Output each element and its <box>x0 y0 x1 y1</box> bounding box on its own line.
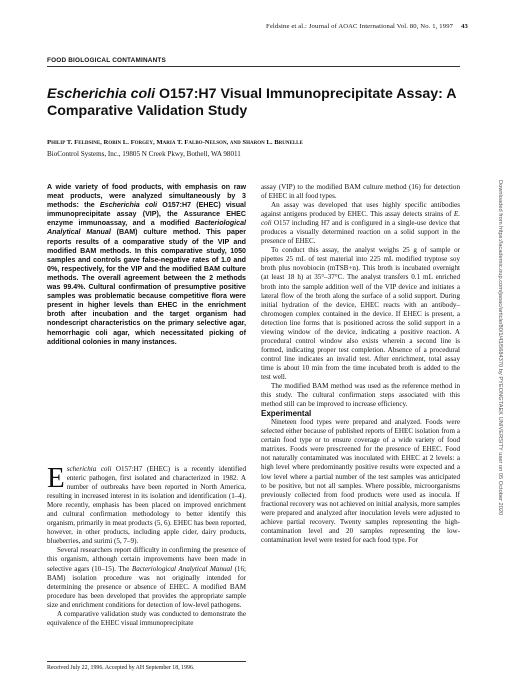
section-heading-experimental: Experimental <box>261 409 312 419</box>
rc-p2-text-b: O157 including H7 and is configured in a single-use device that produces a visually determined reaction on a solid support in the presence of EHEC. <box>261 219 460 246</box>
footnote: Received July 22, 1996. Accepted by AH September 18, 1996. <box>47 665 195 671</box>
intro-italic: scherichia coli <box>66 465 112 473</box>
abstract-text-b: O157:H7 (EHEC) visual immunoprecipitate assay (VIP), the Assurance EHEC enzyme immunoassay, and a modified <box>47 201 246 228</box>
download-notice[interactable]: Downloaded from https://academic.oup.com/jaoac/article/80/1/43/5684370 by PYEONGTAEK UNIVERSITY user on 05 October 2020 <box>497 180 503 516</box>
authors: Philip T. Feldsine, Robin L. Forgey, Maria T. Falbo-Nelson, and Sharon L. Brunelle <box>47 139 303 146</box>
abstract-text-c: (BAM) culture method. This paper reports results of a comparative study of the VIP and modified BAM methods. In this comparative study, 1050 samples and controls gave false-negative rates of 1.0 and 0%, respectively, for the VIP and the modified BAM culture methods. The overall agreement between the 2 methods was 99.4%. Cultural confirmation of presumptive positive samples was problematic because competitive flora were present in higher levels than EHEC in the enrichment broth after incubation and the target organism had nondescript characteristics on the primary selective agar, hemorrhagic coli agar, which necessitated picking of additional colonies in many instances. <box>47 228 247 346</box>
rc-paragraph-4: The modified BAM method was used as the reference method in this study. The cultural confirmation steps associated with this method still can be improved to increase efficiency. <box>261 382 460 409</box>
abstract-text-a: A wide variety of food products, with emphasis on raw meat products, were analyzed simultaneously by 3 methods: the <box>47 183 246 210</box>
title-rest: O157:H7 Visual Immunoprecipitate Assay: A Comparative Validation Study <box>47 86 456 119</box>
paragraph-2 <box>47 546 246 609</box>
section-rule <box>47 66 460 67</box>
abstract-italic-b: Bacteriological Analytical Manual <box>47 219 246 237</box>
right-column <box>261 183 460 545</box>
rc-paragraph-1: assay (VIP) to the modified BAM culture method (16) for detection of EHEC in all food types. <box>261 183 460 201</box>
rc-p2-text-a: An assay was developed that uses highly specific antibodies against antigens produced by EHEC. This assay detects strains of <box>261 201 460 219</box>
intro-text: O157:H7 (EHEC) is a recently identified enteric pathogen, first isolated and characterized in 1982. A number of outbreaks have been reported in North America, resulting in increased interest in its isolation and identification (1–4). More recently, emphasis has been placed on improved enrichment and cultural confirmation methodology to better identify this organism, primarily in meat products (5, 6). EHEC has been reported, however, in other products, including apple cider, dairy products, blueberries, and surimi (5, 7–9). <box>47 465 246 546</box>
paragraph-3: A comparative validation study was conducted to demonstrate the equivalence of the EHEC visual immunoprecipitate <box>47 609 246 627</box>
footnote-rule <box>47 661 246 662</box>
running-title: Feldsine et al.: Journal of AOAC International Vol. 80, No. 1, 1997 <box>266 23 454 30</box>
drop-cap: E <box>47 462 65 494</box>
abstract-italic-a: Escherichia coli <box>99 201 158 210</box>
p2-text-b: (16; BAM) isolation procedure was not originally intended for determining the presence or absence of EHEC. A modified BAM procedure has been developed that provides the appropriate sample size and enrichment conditions for detection of low-level pathogens. <box>47 564 246 609</box>
rc-paragraph-3: To conduct this assay, the analyst weighs 25 g of sample or pipettes 25 mL of test material into 225 mL modified tryptose soy broth plus novobiocin (mTSB+n). This broth is incubated overnight (at least 18 h) at 35°–37°C. The analyst transfers 0.1 mL enriched broth into the sample addition well of the VIP device and initiates a lateral flow of the broth along the surface of a solid support. During initial hydration of the device, EHEC reacts with an antibody–chromogen complex contained in the device. If EHEC is present, a detection line forms that is positioned across the solid support in a viewing window of the device, indicating a positive reaction. A procedural control window also exists wherein a second line is formed, indicating proper test completion. Absence of a procedural control line indicates an invalid test. After enrichment, total assay time is about 10 min from the time incubated broth is added to the test well. <box>261 246 460 381</box>
rc-paragraph-2 <box>261 201 460 246</box>
download-notice-sidebar <box>496 180 506 620</box>
section-label: FOOD BIOLOGICAL CONTAMINANTS <box>47 57 166 64</box>
abstract <box>47 183 246 347</box>
p2-italic: Bacteriological Analytical Manual <box>131 564 233 573</box>
intro-paragraph <box>47 462 246 546</box>
rc-paragraph-5: Nineteen food types were prepared and analyzed. Foods were selected either because of published reports of EHEC isolation from a certain food type or to ensure coverage of a wide variety of food matrixes. Foods were prescreened for the presence of EHEC. Food not naturally contaminated was inoculated with EHEC at 2 levels: a high level where predominantly positive results were expected and a low level where a partial number of the test samples was anticipated to be positive, but not all samples. Where possible, microorganisms previously collected from food products were used as inocula. If fractional recovery was not achieved on initial analysis, more samples were prepared and analyzed after inoculation levels were adjusted to achieve partial recovery. Twenty samples representing the high-contamination level and 20 samples representing the low-contamination level were tested for each food type. For <box>261 418 460 544</box>
rc-p2-italic: E. coli <box>261 210 460 228</box>
p2-text-a: Several researchers report difficulty in confirming the presence of this organism, although certain improvements have been made in selective agars (10–15). The <box>47 546 246 573</box>
running-header <box>266 23 468 30</box>
affiliation: BioControl Systems, Inc., 19805 N Creek Pkwy, Bothell, WA 98011 <box>47 150 241 158</box>
article-title <box>47 86 467 120</box>
left-column <box>47 462 246 628</box>
title-organism: Escherichia coli <box>47 86 156 102</box>
page-number: 43 <box>461 23 468 30</box>
